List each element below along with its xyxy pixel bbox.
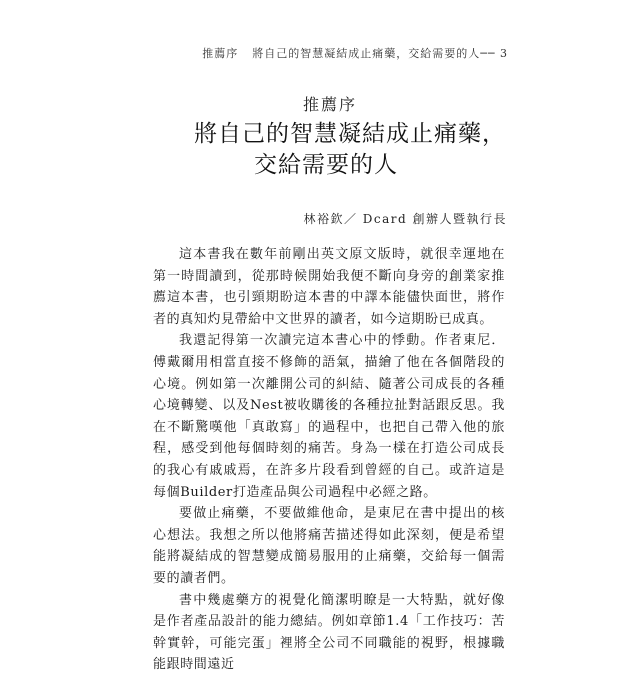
paragraph: 書中幾處藥方的視覺化簡潔明瞭是一大特點，就好像是作者產品設計的能力總結。例如章節1.4「工作技巧：苦幹實幹，可能完蛋」裡將全公司不同職能的視野，根據職能跟時間遠近 xyxy=(153,592,505,673)
page-title-line-1: 將自己的智慧凝結成止痛藥， xyxy=(194,121,506,147)
running-head xyxy=(202,45,508,61)
author-byline: 林裕欽／ Dcard 創辦人暨執行長 xyxy=(303,212,507,226)
section-kicker: 推薦序 xyxy=(302,95,357,114)
running-head-section: 推薦序 xyxy=(202,47,239,60)
title-block xyxy=(0,92,640,181)
body-text xyxy=(153,244,505,676)
paragraph: 我還記得第一次讀完這本書心中的悸動。作者東尼．傅戴爾用相當直接不修飾的語氣，描繪了他在各個階段的心境。例如第一次離開公司的糾結、隨著公司成長的各種心境轉變、以及Nest被收購後的各種拉扯對話跟反思。我在不斷驚嘆他「真敢寫」的過程中，也把自己帶入他的旅程，感受到他每個時刻的痛苦。身為一樣在打造公司成長的我心有戚戚焉，在許多片段看到曾經的自己。或許這是每個Builder打造產品與公司過程中必經之路。 xyxy=(153,333,505,500)
paragraph: 這本書我在數年前剛出英文原文版時，就很幸運地在第一時間讀到，從那時候開始我便不斷向身旁的創業家推薦這本書，也引頸期盼這本書的中譯本能儘快面世，將作者的真知灼見帶給中文世界的讀者，如今這期盼已成真。 xyxy=(153,247,505,327)
paragraph: 要做止痛藥，不要做維他命，是東尼在書中提出的核心想法。我想之所以他將痛苦描述得如此深刻，便是希望能將凝結成的智慧變成簡易服用的止痛藥，交給每一個需要的讀者們。 xyxy=(153,506,505,586)
page-number: ── 3 xyxy=(480,47,508,60)
running-head-title: 將自己的智慧凝結成止痛藥，交給需要的人 xyxy=(252,47,481,60)
page-title-line-2: 交給需要的人 xyxy=(254,152,398,178)
